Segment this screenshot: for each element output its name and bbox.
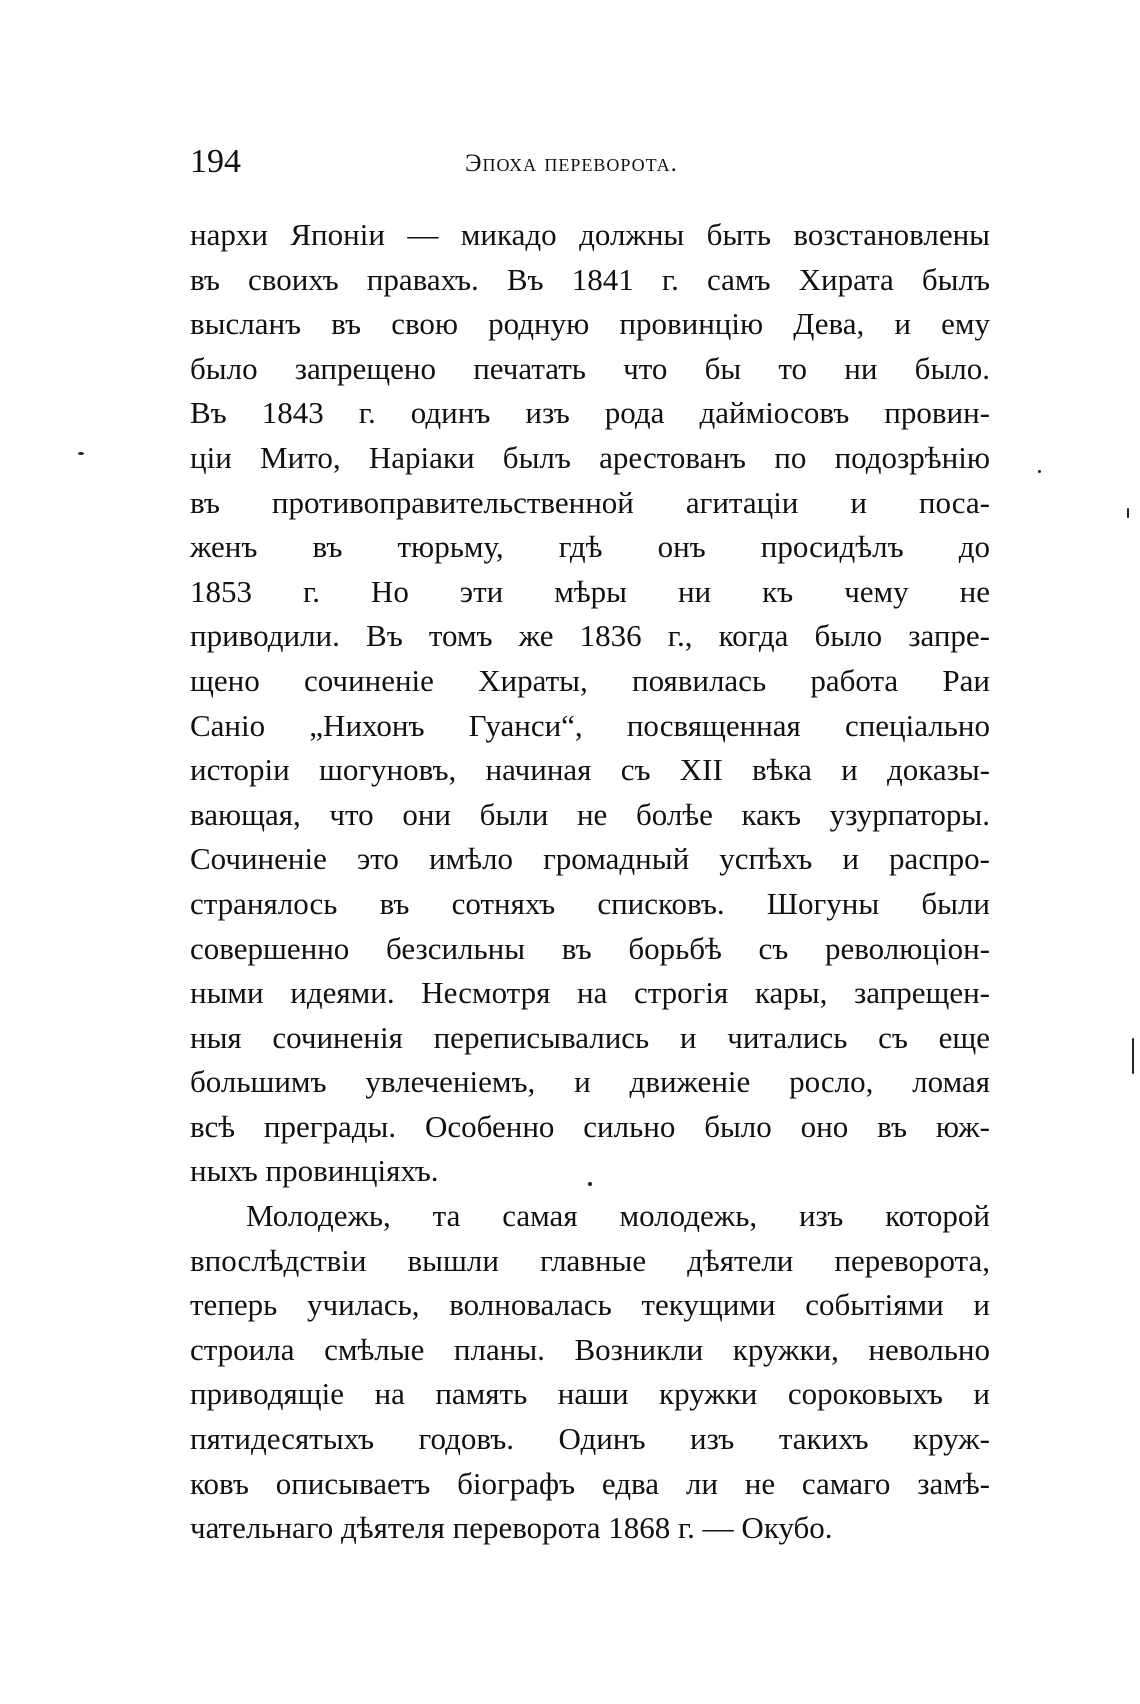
text-line: 1853 г. Но эти мѣры ни къ чему не: [190, 573, 990, 609]
scan-speck: [78, 452, 84, 455]
page-number: 194: [190, 143, 241, 180]
text-line: Саніо „Нихонъ Гуанси“, посвященная спеціально: [190, 707, 990, 743]
text-line: всѣ преграды. Особенно сильно было оно въ юж-: [190, 1108, 990, 1144]
text-line: исторіи шогуновъ, начиная съ XII вѣка и доказы-: [190, 752, 990, 788]
text-line: приводили. Въ томъ же 1836 г., когда было запре-: [190, 618, 990, 654]
text-line: въ противоправительственной агитаціи и поса-: [190, 484, 990, 520]
text-line: ныхъ провинціяхъ.: [190, 1153, 439, 1189]
text-line: пятидесятыхъ годовъ. Одинъ изъ такихъ круж-: [190, 1421, 990, 1457]
body-text: [190, 213, 990, 1551]
text-line: вающая, что они были не болѣе какъ узурпаторы.: [190, 796, 990, 832]
scan-speck: [1127, 508, 1129, 518]
running-title: Эпоха переворота.: [465, 150, 678, 177]
text-line: ціи Мито, Наріаки былъ арестованъ по подозрѣнію: [190, 439, 990, 475]
text-line: ковъ описываетъ біографъ едва ли не самаго замѣ-: [190, 1465, 990, 1501]
text-line: ныя сочиненія переписывались и читались съ еще: [190, 1019, 990, 1055]
text-line: ными идеями. Несмотря на строгія кары, запрещен-: [190, 975, 990, 1011]
text-line: впослѣдствіи вышли главные дѣятели переворота,: [190, 1242, 990, 1278]
text-line: совершенно безсильны въ борьбѣ съ революціон-: [190, 930, 990, 966]
text-line: Молодежь, та самая молодежь, изъ которой: [246, 1198, 990, 1234]
scan-speck: [1132, 1038, 1134, 1074]
text-line: приводящіе на память наши кружки сороковыхъ и: [190, 1376, 990, 1412]
paragraph: [190, 213, 990, 1194]
text-line: Сочиненіе это имѣло громадный успѣхъ и распро-: [190, 841, 990, 877]
text-line: въ своихъ правахъ. Въ 1841 г. самъ Хирата былъ: [190, 261, 990, 297]
text-line: было запрещено печатать что бы то ни было.: [190, 350, 990, 386]
paragraph: [190, 1194, 990, 1551]
text-line: большимъ увлеченіемъ, и движеніе росло, ломая: [190, 1064, 990, 1100]
text-line: теперь училась, волновалась текущими событіями и: [190, 1287, 990, 1323]
text-line: щено сочиненіе Хираты, появилась работа Раи: [190, 662, 990, 698]
text-line: чательнаго дѣятеля переворота 1868 г. — Окубо.: [190, 1510, 833, 1546]
scan-speck: [588, 1182, 592, 1186]
text-line: высланъ въ свою родную провинцію Дева, и ему: [190, 306, 990, 342]
text-line: странялось въ сотняхъ списковъ. Шогуны были: [190, 885, 990, 921]
scan-speck: [1038, 470, 1041, 473]
text-line: Въ 1843 г. одинъ изъ рода даймiосовъ провин-: [190, 395, 990, 431]
text-line: женъ въ тюрьму, гдѣ онъ просидѣлъ до: [190, 529, 990, 565]
text-line: нархи Японіи — микадо должны быть возстановлены: [190, 217, 990, 252]
page-header: [190, 142, 990, 182]
text-line: строила смѣлые планы. Возникли кружки, невольно: [190, 1331, 990, 1367]
